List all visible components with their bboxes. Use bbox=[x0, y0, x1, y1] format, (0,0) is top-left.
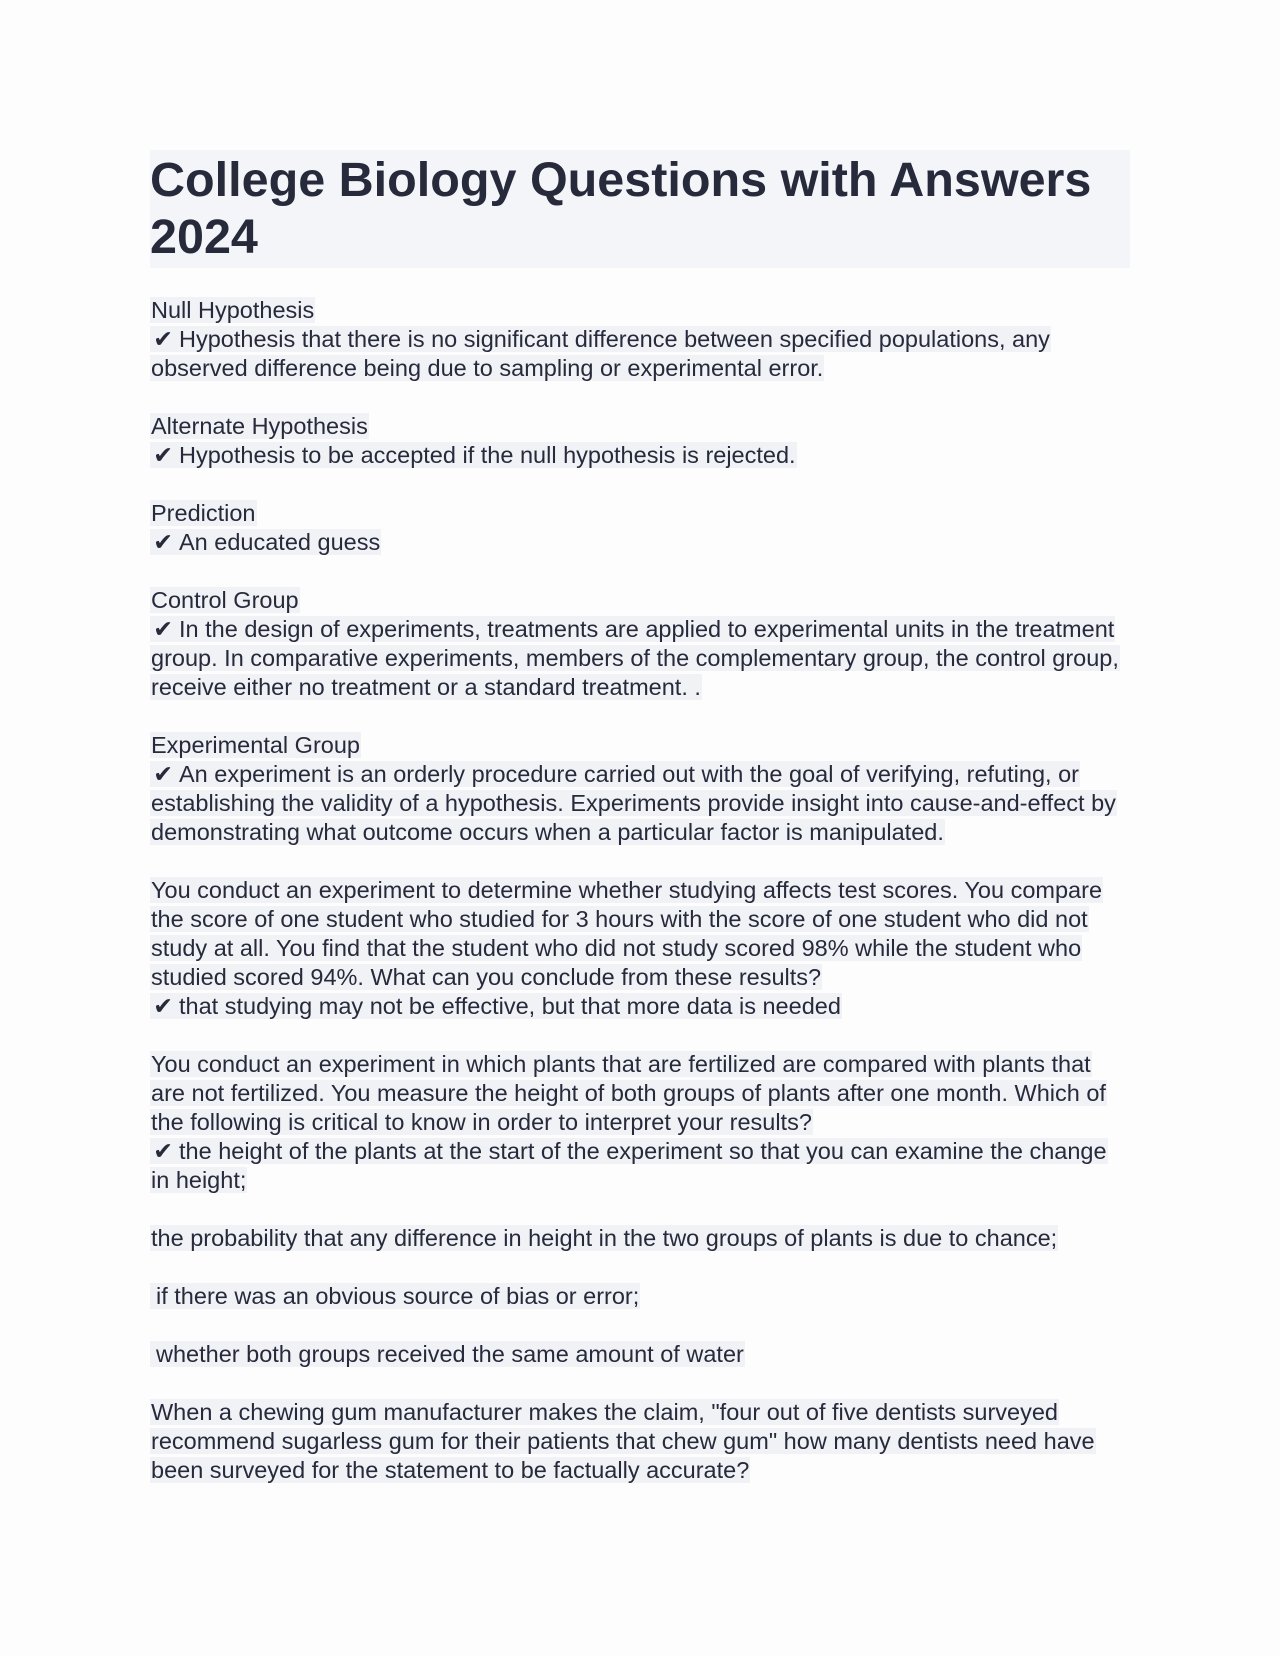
answer-line: the probability that any difference in height in the two groups of plants is due to chance; bbox=[151, 1225, 1058, 1251]
qa-entry bbox=[150, 731, 1130, 847]
entry-term: You conduct an experiment to determine whether studying affects test scores. You compare the score of one student who studied for 3 hours with the score of one student who did not study at all. You find that the student who did not study scored 98% while the student who studied scored 94%. What can you conclude from these results? bbox=[151, 877, 1103, 990]
document-content bbox=[150, 296, 1130, 1485]
answer-line: if there was an obvious source of bias or error; bbox=[150, 1283, 640, 1309]
answer-line: whether both groups received the same amount of water bbox=[150, 1341, 745, 1367]
entry-answer: the height of the plants at the start of the experiment so that you can examine the change in height; bbox=[151, 1138, 1107, 1193]
check-icon: ✔ bbox=[153, 616, 173, 642]
check-icon: ✔ bbox=[153, 761, 173, 787]
qa-entry bbox=[150, 412, 1130, 470]
entry-answer: Hypothesis that there is no significant difference between specified populations, any observed difference being due to sampling or experimental error. bbox=[151, 326, 1050, 381]
entry-answer: Hypothesis to be accepted if the null hypothesis is rejected. bbox=[179, 442, 796, 468]
entry-term: When a chewing gum manufacturer makes the claim, "four out of five dentists surveyed recommend sugarless gum for their patients that chew gum" how many dentists need have been surveyed for the statement to be factually accurate? bbox=[151, 1399, 1095, 1483]
entry-term: Control Group bbox=[151, 587, 299, 613]
entry-term: You conduct an experiment in which plants that are fertilized are compared with plants that are not fertilized. You measure the height of both groups of plants after one month. Which of the following is critical to know in order to interpret your results? bbox=[151, 1051, 1106, 1135]
qa-entry bbox=[150, 499, 1130, 557]
check-icon: ✔ bbox=[153, 326, 173, 352]
qa-entry bbox=[150, 876, 1130, 1021]
answer-continuation bbox=[150, 1282, 1130, 1311]
entry-term: Null Hypothesis bbox=[151, 297, 315, 323]
entry-answer: that studying may not be effective, but that more data is needed bbox=[179, 993, 841, 1019]
qa-entry bbox=[150, 1050, 1130, 1195]
qa-entry bbox=[150, 1398, 1130, 1485]
answer-continuation bbox=[150, 1224, 1130, 1253]
document-title: College Biology Questions with Answers 2024 bbox=[150, 150, 1130, 268]
check-icon: ✔ bbox=[153, 442, 173, 468]
document-page bbox=[150, 150, 1130, 1514]
entry-term: Experimental Group bbox=[151, 732, 360, 758]
entry-term: Prediction bbox=[151, 500, 256, 526]
answer-continuation bbox=[150, 1340, 1130, 1369]
entry-answer: An experiment is an orderly procedure carried out with the goal of verifying, refuting, or establishing the validity of a hypothesis. Experiments provide insight into cause-and-effect by demonstrating what outcome occurs when a particular factor is manipulated. bbox=[151, 761, 1116, 845]
qa-entry bbox=[150, 296, 1130, 383]
check-icon: ✔ bbox=[153, 529, 173, 555]
entry-answer: In the design of experiments, treatments are applied to experimental units in the treatment group. In comparative experiments, members of the complementary group, the control group, receive either no treatment or a standard treatment. . bbox=[151, 616, 1119, 700]
entry-answer: An educated guess bbox=[179, 529, 381, 555]
check-icon: ✔ bbox=[153, 1138, 173, 1164]
qa-entry bbox=[150, 586, 1130, 702]
entry-term: Alternate Hypothesis bbox=[151, 413, 368, 439]
check-icon: ✔ bbox=[153, 993, 173, 1019]
